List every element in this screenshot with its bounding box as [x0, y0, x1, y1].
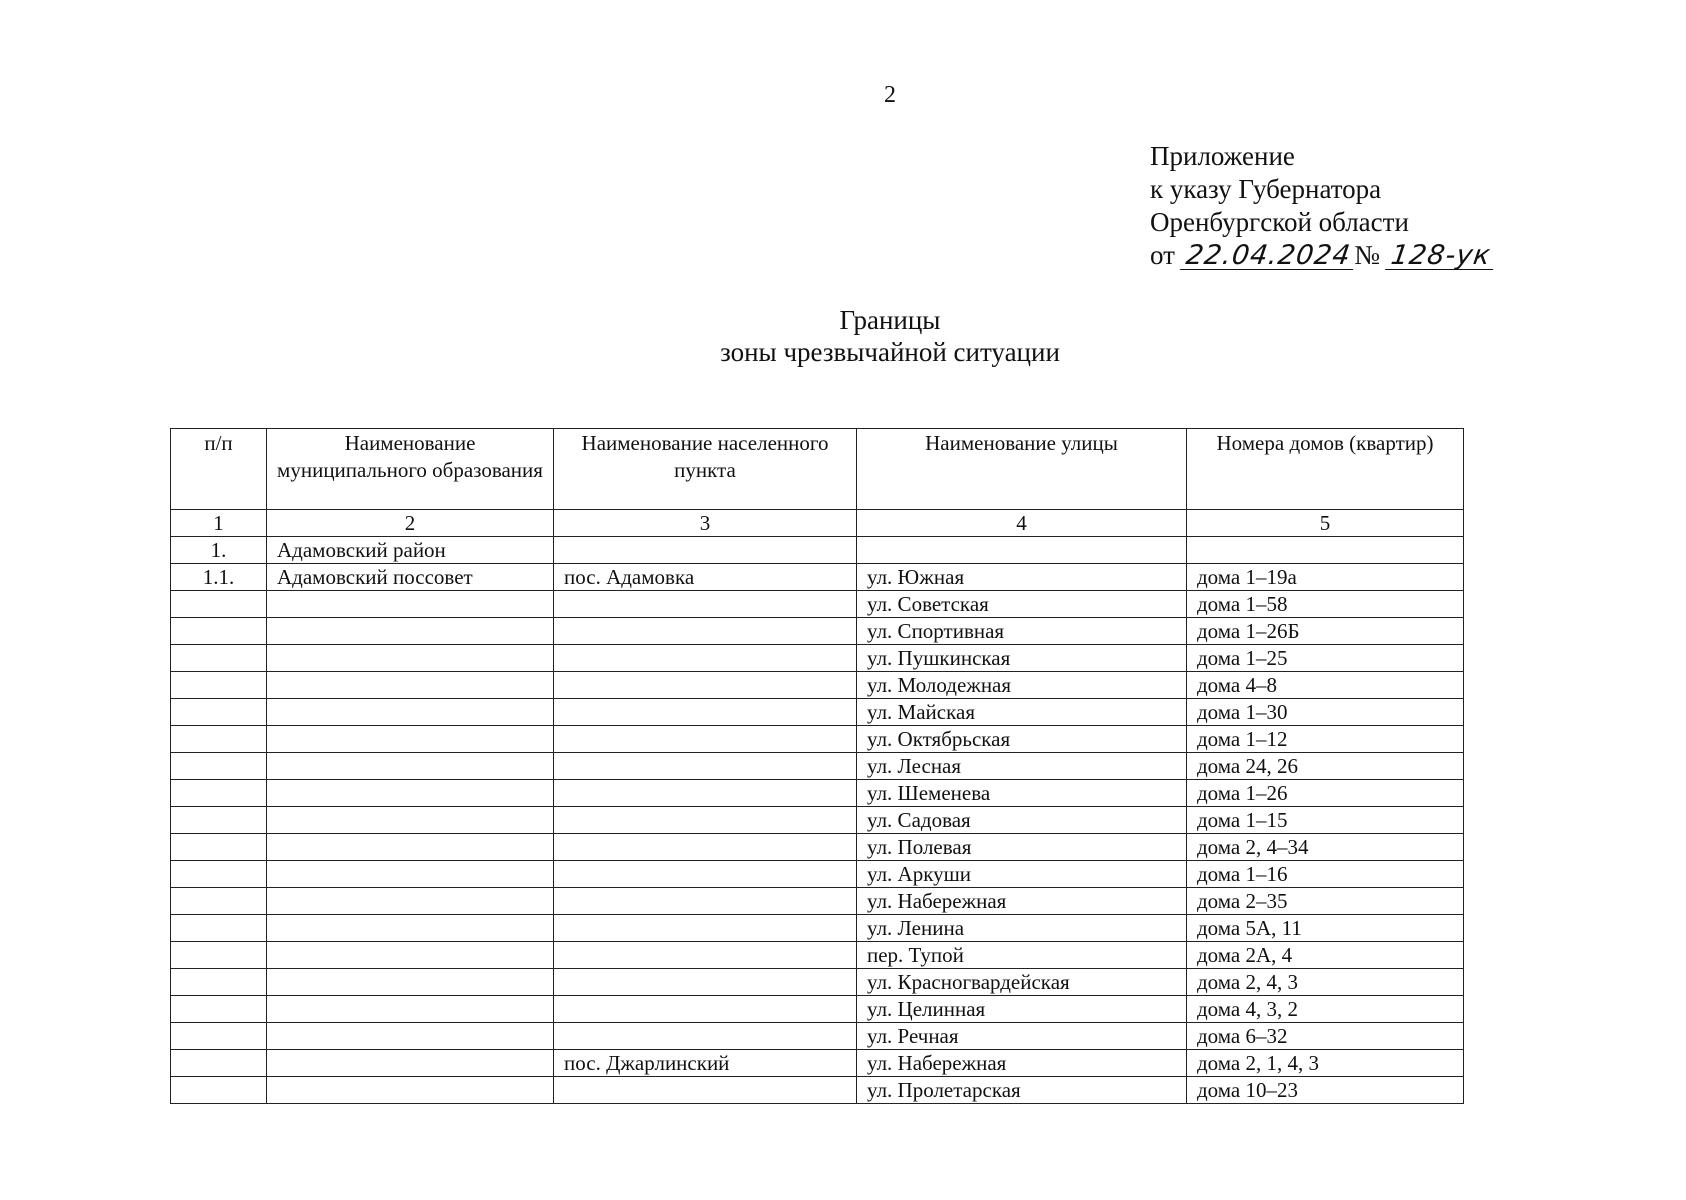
- table-row: [171, 537, 1464, 564]
- houses-cell: дома 1–12: [1187, 726, 1464, 753]
- row-number: [171, 969, 267, 996]
- header-cell: Номера домов (квартир): [1187, 429, 1464, 510]
- street-cell: пер. Тупой: [857, 942, 1187, 969]
- table-body: [171, 510, 1464, 1104]
- appendix-date-line: [1150, 239, 1494, 272]
- header-cell: п/п: [171, 429, 267, 510]
- municipality-cell: [267, 1077, 554, 1104]
- handwritten-date: 22.04.2024: [1180, 243, 1356, 270]
- row-number: [171, 888, 267, 915]
- table-row: [171, 888, 1464, 915]
- houses-cell: дома 1–25: [1187, 645, 1464, 672]
- column-number: 5: [1187, 510, 1464, 537]
- houses-cell: дома 2, 4, 3: [1187, 969, 1464, 996]
- row-number: [171, 996, 267, 1023]
- appendix-region: Оренбургской области: [1150, 207, 1409, 237]
- header-cell: Наименование населенного пункта: [554, 429, 857, 510]
- table-row: [171, 564, 1464, 591]
- row-number: [171, 834, 267, 861]
- settlement-cell: [554, 645, 857, 672]
- municipality-cell: [267, 807, 554, 834]
- row-number: [171, 699, 267, 726]
- municipality-cell: [267, 780, 554, 807]
- row-number: [171, 1023, 267, 1050]
- houses-cell: [1187, 537, 1464, 564]
- street-cell: ул. Полевая: [857, 834, 1187, 861]
- houses-cell: дома 1–30: [1187, 699, 1464, 726]
- municipality-cell: [267, 1050, 554, 1077]
- municipality-cell: [267, 834, 554, 861]
- table-row: [171, 1023, 1464, 1050]
- settlement-cell: [554, 780, 857, 807]
- street-cell: ул. Пролетарская: [857, 1077, 1187, 1104]
- row-number: [171, 942, 267, 969]
- table-row: [171, 726, 1464, 753]
- title-line-1: Границы: [839, 305, 941, 335]
- street-cell: ул. Ленина: [857, 915, 1187, 942]
- street-cell: ул. Лесная: [857, 753, 1187, 780]
- municipality-cell: [267, 591, 554, 618]
- street-cell: ул. Октябрьская: [857, 726, 1187, 753]
- houses-cell: дома 1–19а: [1187, 564, 1464, 591]
- houses-cell: дома 2, 1, 4, 3: [1187, 1050, 1464, 1077]
- table-row: [171, 915, 1464, 942]
- settlement-cell: [554, 591, 857, 618]
- header-row: [171, 429, 1464, 510]
- houses-cell: дома 1–58: [1187, 591, 1464, 618]
- street-cell: ул. Южная: [857, 564, 1187, 591]
- houses-cell: дома 1–26Б: [1187, 618, 1464, 645]
- column-number-row: [171, 510, 1464, 537]
- municipality-cell: [267, 915, 554, 942]
- street-cell: ул. Шеменева: [857, 780, 1187, 807]
- settlement-cell: [554, 996, 857, 1023]
- handwritten-number: 128-ук: [1385, 243, 1496, 270]
- street-cell: ул. Набережная: [857, 1050, 1187, 1077]
- municipality-cell: [267, 1023, 554, 1050]
- zones-table: [170, 428, 1464, 1104]
- municipality-cell: [267, 699, 554, 726]
- houses-cell: дома 1–16: [1187, 861, 1464, 888]
- street-cell: ул. Спортивная: [857, 618, 1187, 645]
- municipality-cell: [267, 618, 554, 645]
- street-cell: [857, 537, 1187, 564]
- municipality-cell: [267, 942, 554, 969]
- column-number: 4: [857, 510, 1187, 537]
- settlement-cell: пос. Джарлинский: [554, 1050, 857, 1077]
- date-prefix: от: [1150, 240, 1175, 270]
- settlement-cell: [554, 1023, 857, 1050]
- appendix-title: Приложение: [1150, 141, 1295, 171]
- municipality-cell: Адамовский район: [267, 537, 554, 564]
- table-row: [171, 834, 1464, 861]
- table-row: [171, 1077, 1464, 1104]
- street-cell: ул. Советская: [857, 591, 1187, 618]
- row-number: [171, 645, 267, 672]
- settlement-cell: [554, 915, 857, 942]
- number-sign: №: [1354, 240, 1381, 270]
- row-number: 1.1.: [171, 564, 267, 591]
- appendix-decree: к указу Губернатора: [1150, 174, 1382, 204]
- houses-cell: дома 2–35: [1187, 888, 1464, 915]
- row-number: [171, 915, 267, 942]
- table-row: [171, 942, 1464, 969]
- table-row: [171, 807, 1464, 834]
- municipality-cell: [267, 969, 554, 996]
- table-row: [171, 591, 1464, 618]
- row-number: [171, 726, 267, 753]
- table-row: [171, 1050, 1464, 1077]
- municipality-cell: [267, 888, 554, 915]
- street-cell: ул. Молодежная: [857, 672, 1187, 699]
- settlement-cell: [554, 726, 857, 753]
- settlement-cell: [554, 753, 857, 780]
- houses-cell: дома 6–32: [1187, 1023, 1464, 1050]
- title-line-2: зоны чрезвычайной ситуации: [720, 337, 1060, 367]
- table-row: [171, 672, 1464, 699]
- settlement-cell: [554, 618, 857, 645]
- row-number: [171, 861, 267, 888]
- municipality-cell: [267, 861, 554, 888]
- houses-cell: дома 1–15: [1187, 807, 1464, 834]
- table-row: [171, 699, 1464, 726]
- document-title: [0, 304, 1686, 368]
- houses-cell: дома 4, 3, 2: [1187, 996, 1464, 1023]
- street-cell: ул. Целинная: [857, 996, 1187, 1023]
- street-cell: ул. Набережная: [857, 888, 1187, 915]
- table-row: [171, 753, 1464, 780]
- street-cell: ул. Пушкинская: [857, 645, 1187, 672]
- municipality-cell: [267, 726, 554, 753]
- row-number: 1.: [171, 537, 267, 564]
- column-number: 1: [171, 510, 267, 537]
- table-row: [171, 861, 1464, 888]
- street-cell: ул. Майская: [857, 699, 1187, 726]
- houses-cell: дома 24, 26: [1187, 753, 1464, 780]
- houses-cell: дома 1–26: [1187, 780, 1464, 807]
- settlement-cell: [554, 537, 857, 564]
- table-row: [171, 618, 1464, 645]
- houses-cell: дома 5А, 11: [1187, 915, 1464, 942]
- houses-cell: дома 2А, 4: [1187, 942, 1464, 969]
- settlement-cell: [554, 861, 857, 888]
- street-cell: ул. Речная: [857, 1023, 1187, 1050]
- municipality-cell: [267, 645, 554, 672]
- header-cell: Наименование улицы: [857, 429, 1187, 510]
- row-number: [171, 753, 267, 780]
- appendix-block: [1150, 140, 1494, 272]
- municipality-cell: [267, 996, 554, 1023]
- street-cell: ул. Садовая: [857, 807, 1187, 834]
- settlement-cell: [554, 834, 857, 861]
- settlement-cell: [554, 672, 857, 699]
- municipality-cell: [267, 753, 554, 780]
- row-number: [171, 1077, 267, 1104]
- houses-cell: дома 10–23: [1187, 1077, 1464, 1104]
- row-number: [171, 591, 267, 618]
- table-row: [171, 645, 1464, 672]
- settlement-cell: [554, 807, 857, 834]
- table-row: [171, 780, 1464, 807]
- settlement-cell: [554, 1077, 857, 1104]
- settlement-cell: пос. Адамовка: [554, 564, 857, 591]
- table-row: [171, 969, 1464, 996]
- houses-cell: дома 2, 4–34: [1187, 834, 1464, 861]
- houses-cell: дома 4–8: [1187, 672, 1464, 699]
- column-number: 3: [554, 510, 857, 537]
- street-cell: ул. Красногвардейская: [857, 969, 1187, 996]
- settlement-cell: [554, 699, 857, 726]
- settlement-cell: [554, 942, 857, 969]
- settlement-cell: [554, 888, 857, 915]
- row-number: [171, 1050, 267, 1077]
- municipality-cell: [267, 672, 554, 699]
- column-number: 2: [267, 510, 554, 537]
- row-number: [171, 672, 267, 699]
- row-number: [171, 618, 267, 645]
- settlement-cell: [554, 969, 857, 996]
- row-number: [171, 807, 267, 834]
- header-cell: Наименование муниципального образования: [267, 429, 554, 510]
- row-number: [171, 780, 267, 807]
- page-number: 2: [884, 82, 896, 108]
- street-cell: ул. Аркуши: [857, 861, 1187, 888]
- table-row: [171, 996, 1464, 1023]
- municipality-cell: Адамовский поссовет: [267, 564, 554, 591]
